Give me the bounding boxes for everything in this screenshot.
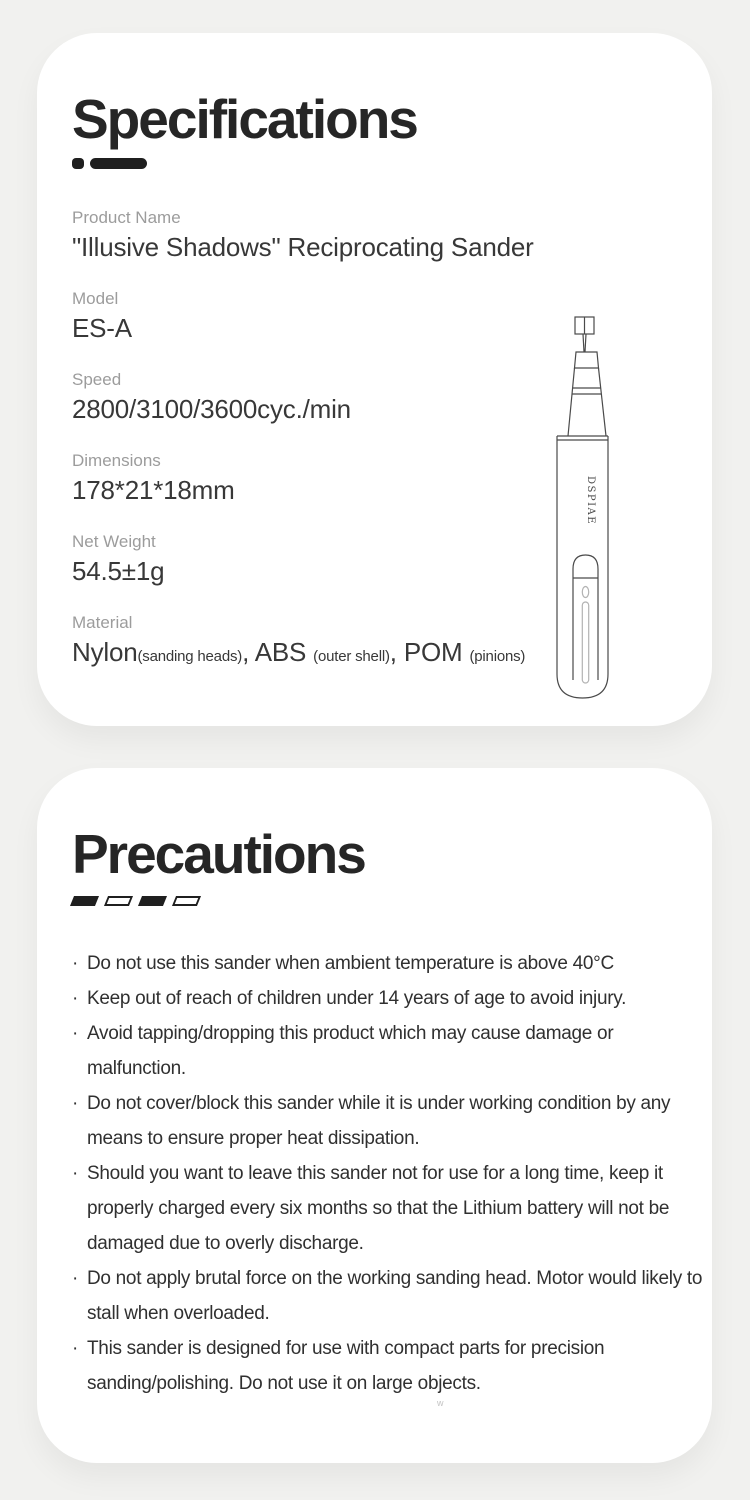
specifications-title: Specifications [72,88,417,150]
list-item [72,1156,712,1261]
sander-line-drawing [542,308,632,708]
bullet-dot: · [72,1337,79,1359]
field-value: "Illusive Shadows" Reciprocating Sander [72,231,534,262]
field-label: Model [72,288,119,308]
field-value: 54.5±1g [72,555,165,586]
bullet-dot: · [72,952,79,974]
bullet-dot: · [72,1092,79,1114]
pen-brand-label: DSPIAE [585,476,596,526]
bullet-text: Avoid tapping/dropping this product which may cause damage or malfunction. [87,1022,614,1079]
field-value: 178*21*18mm [72,474,235,505]
spec-field-dimensions [72,448,542,508]
list-item [72,1086,712,1156]
spec-field-model [72,286,542,346]
list-item [72,1331,712,1401]
list-item [72,981,712,1016]
spec-field-speed [72,367,542,427]
field-value: 2800/3100/3600cyc./min [72,393,351,424]
bullet-text: Do not cover/block this sander while it is under working condition by any means to ensure proper heat dissipation. [87,1092,671,1149]
bullet-dot: · [72,987,79,1009]
title-underline-decoration [72,158,712,169]
bullet-dot: · [72,1022,79,1044]
field-label: Dimensions [72,450,161,470]
list-item [72,1261,712,1331]
spec-field-net-weight [72,529,542,589]
bullet-dot: · [72,1162,79,1184]
material-note: (pinions) [469,647,526,665]
bullet-text: Should you want to leave this sander not for use for a long time, keep it properly charged every six months so that the Lithium battery will not be damaged due to overly discharge. [87,1162,670,1254]
pen-indicator-slot [582,602,588,683]
parallelogram-filled [70,896,99,906]
bullet-text: Do not apply brutal force on the working sanding head. Motor would likely to stall when overloaded. [87,1267,703,1324]
material-note: (outer shell) [313,647,390,665]
parallelogram-outline [104,896,133,906]
title-parallelogram-decoration [72,896,712,906]
field-label: Net Weight [72,531,156,551]
material-separator: , [242,636,255,667]
field-label: Speed [72,369,122,389]
field-value: ES-A [72,312,132,343]
specifications-card [37,33,712,726]
material-note: (sanding heads) [137,647,243,665]
precautions-list [72,946,712,1401]
material-separator: , [389,636,404,667]
list-item [72,946,712,981]
parallelogram-filled [138,896,167,906]
underline-dot [72,158,84,169]
bullet-text: Do not use this sander when ambient temperature is above 40°C [87,952,614,974]
field-label: Material [72,612,133,632]
bullet-text: Keep out of reach of children under 14 years of age to avoid injury. [87,987,627,1009]
material-name: ABS [254,636,307,667]
material-name: POM [403,636,463,667]
bullet-dot: · [72,1267,79,1289]
parallelogram-outline [172,896,201,906]
material-name: Nylon [72,636,138,667]
spec-field-product-name [72,205,542,265]
pen-power-button [582,587,588,598]
field-label: Product Name [72,207,181,227]
list-item [72,1016,712,1086]
precautions-title: Precautions [72,823,365,885]
underline-dash [90,158,147,169]
faint-stray-mark: w [437,1398,445,1408]
bullet-text: This sander is designed for use with compact parts for precision sanding/polishing. Do not use it on large objects. [87,1337,605,1394]
precautions-card [37,768,712,1463]
